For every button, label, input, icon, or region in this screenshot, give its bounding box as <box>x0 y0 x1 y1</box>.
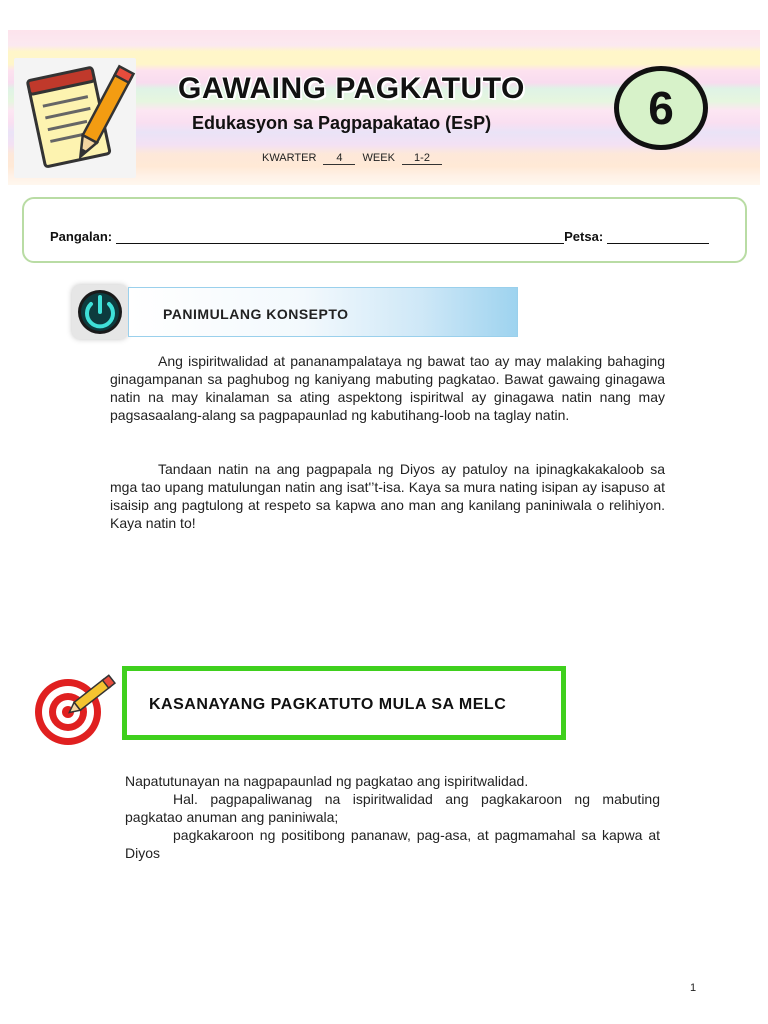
logo-box <box>14 58 136 178</box>
power-icon <box>72 285 128 339</box>
date-label: Petsa: <box>564 229 604 244</box>
date-field[interactable] <box>607 231 709 244</box>
melc-line-1: Napatutunayan na nagpapaunlad ng pagkatao ang ispiritwalidad. <box>125 773 529 789</box>
target-pencil-icon <box>30 672 124 748</box>
name-field[interactable] <box>116 231 564 244</box>
page-subtitle: Edukasyon sa Pagpapakatao (EsP) <box>192 113 492 133</box>
kwarter-value: 4 <box>323 152 355 165</box>
section-banner-melc-inner <box>127 671 561 735</box>
section-heading-panimula: PANIMULANG KONSEPTO <box>163 306 349 322</box>
page-number: 1 <box>690 982 697 994</box>
kwarter-week-line <box>262 152 446 165</box>
target-icon-tile <box>30 672 124 748</box>
page-title: GAWAING PAGKATUTO <box>178 72 525 105</box>
name-label: Pangalan: <box>50 229 113 244</box>
grade-number: 6 <box>648 82 674 134</box>
melc-line-2: Hal. pagpapaliwanag na ispiritwalidad ang pagkakaroon ng mabuting pagkatao anuman ang paniniwala; <box>125 791 660 825</box>
section-banner-panimula <box>128 287 518 337</box>
paragraph-1: Ang ispiritwalidad at pananampalataya ng bawat tao ay may malaking bahaging ginagampanan sa paghubog ng kaniyang mabuting pagkatao. Bawat gawaing ginagawa natin na may kinalaman sa ating aspektong ispiritwal ay ginagawa natin nang may pagsasaalang-alang sa pagpapaunlad ng kabutihang-loob na taglay natin. <box>110 353 665 423</box>
section-banner-melc <box>122 666 566 740</box>
name-date-row <box>50 229 709 244</box>
name-date-box <box>22 197 747 263</box>
week-label: WEEK <box>362 152 395 164</box>
grade-badge <box>614 66 708 150</box>
kwarter-label: KWARTER <box>262 152 317 164</box>
power-icon-tile <box>72 285 128 339</box>
section-heading-melc: KASANAYANG PAGKATUTO MULA SA MELC <box>149 696 507 713</box>
notepad-pencil-icon <box>14 58 136 178</box>
melc-line-3: pagkakaroon ng positibong pananaw, pag-asa, at pagmamahal sa kapwa at Diyos <box>125 827 660 861</box>
week-value: 1-2 <box>402 152 442 165</box>
paragraph-2: Tandaan natin na ang pagpapala ng Diyos ay patuloy na ipinagkakakaloob sa mga tao upang matulungan natin ang isat'’t-isa. Kaya sa mura nating isipan ay isapuso at isaisip ang pagtulong at respeto sa kapwa ano man ang kanilang paniniwala o relihiyon. Kaya natin to! <box>110 461 665 531</box>
